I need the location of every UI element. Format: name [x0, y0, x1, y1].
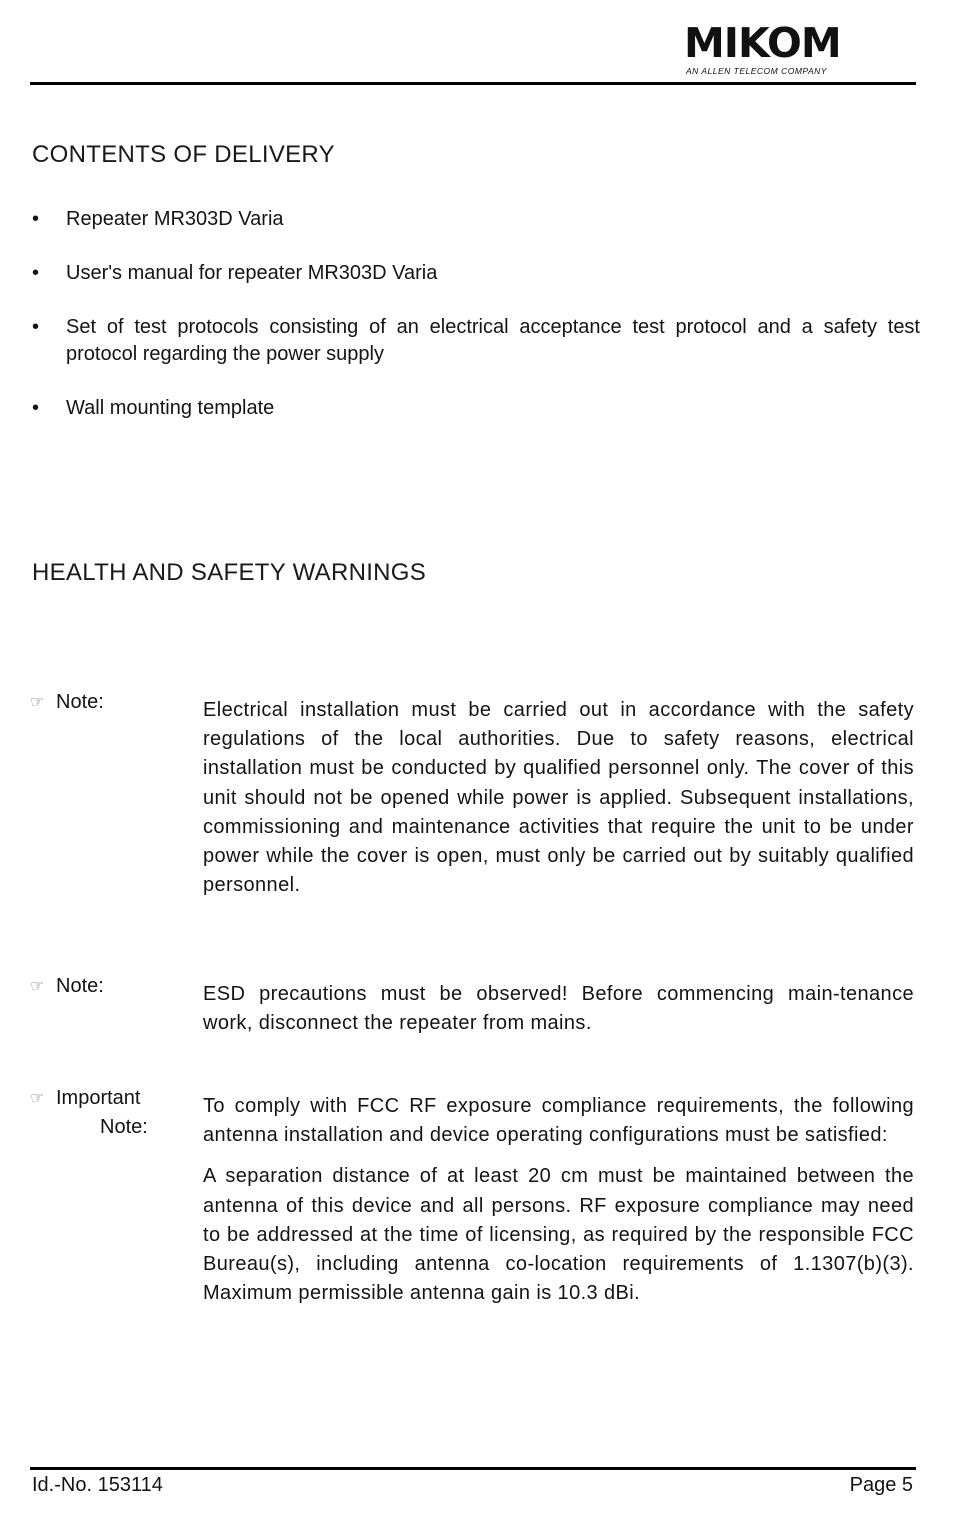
list-item-text: User's manual for repeater MR303D Varia	[66, 262, 438, 284]
logo-tagline: AN ALLEN TELECOM COMPANY	[686, 66, 827, 76]
company-logo	[684, 19, 914, 78]
note-body	[203, 980, 914, 1050]
note-label-text: Note:	[56, 975, 104, 997]
document-id: Id.-No. 153114	[32, 1474, 163, 1496]
bullet-icon: •	[32, 316, 40, 338]
note-label	[30, 972, 190, 1001]
contents-list	[30, 206, 920, 449]
page-number: Page 5	[849, 1474, 913, 1496]
pointing-hand-icon: ☞	[30, 694, 45, 711]
logo-wordmark: MIKOM	[684, 19, 841, 67]
note-label-text: Important	[56, 1087, 141, 1109]
pointing-hand-icon: ☞	[30, 1090, 45, 1107]
bullet-icon: •	[32, 262, 40, 284]
note-body	[203, 1092, 914, 1320]
note-body	[203, 696, 914, 912]
list-item	[30, 395, 920, 422]
bullet-icon: •	[32, 397, 40, 419]
note-paragraph: A separation distance of at least 20 cm must be maintained between the antenna of this device and all persons. RF exposure compliance may need to be addressed at the time of licensing, as required by the responsible FCC Bureau(s), including antenna co-location requirements of 1.1307(b)(3). Maximum permissible antenna gain is 10.3 dBi.	[203, 1165, 914, 1305]
bullet-icon: •	[32, 208, 40, 230]
pointing-hand-icon: ☞	[30, 978, 45, 995]
note-paragraph: ESD precautions must be observed! Before commencing main-tenance work, disconnect the repeater from mains.	[203, 983, 914, 1035]
header-rule	[30, 82, 916, 85]
list-item	[30, 314, 920, 368]
footer-rule	[30, 1467, 916, 1470]
note-paragraph: To comply with FCC RF exposure compliance requirements, the following antenna installation and device operating configurations must be satisfied:	[203, 1095, 914, 1147]
note-paragraph: Electrical installation must be carried out in accordance with the safety regulations of the local authorities. Due to safety reasons, electrical installation must be conducted by qualified personnel only. The cover of this unit should not be opened while power is applied. Subsequent installations, commissioning and maintenance activities that require the unit to be under power while the cover is open, must only be carried out by suitably qualified personnel.	[203, 699, 914, 897]
note-label	[30, 688, 190, 717]
list-item	[30, 260, 920, 287]
note-label-text: Note:	[100, 1116, 148, 1138]
note-label-text: Note:	[56, 691, 104, 713]
list-item	[30, 206, 920, 233]
contents-heading: CONTENTS OF DELIVERY	[32, 141, 335, 168]
list-item-text: Set of test protocols consisting of an electrical acceptance test protocol and a safety test protocol regarding the power supply	[66, 316, 920, 365]
safety-heading: HEALTH AND SAFETY WARNINGS	[32, 559, 427, 586]
list-item-text: Repeater MR303D Varia	[66, 208, 284, 230]
note-label	[30, 1084, 190, 1142]
list-item-text: Wall mounting template	[66, 397, 275, 419]
